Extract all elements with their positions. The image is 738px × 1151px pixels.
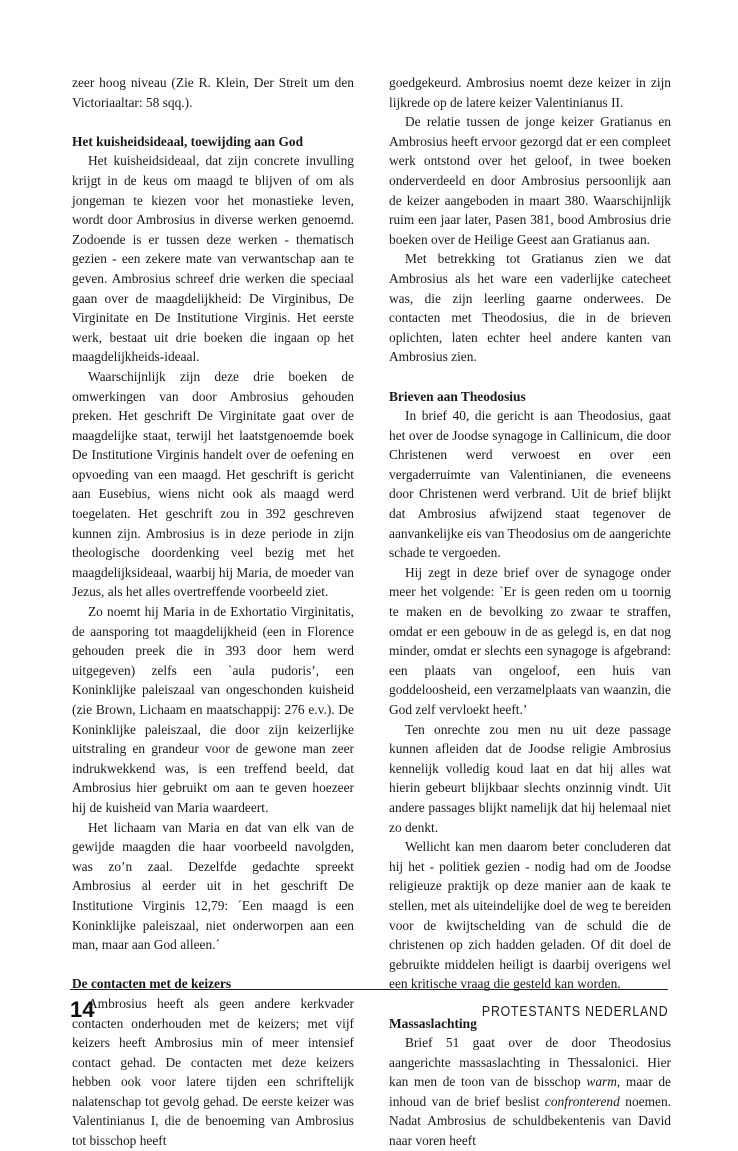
section-heading-massaslachting: Massaslachting: [389, 1015, 477, 1031]
paragraph: [389, 1033, 671, 1151]
section-heading-contacten: De contacten met de keizers: [72, 976, 232, 992]
text-run: Brief 51 gaat over de door Theodosius aangerichte massaslachting in Thessalonici. Hier kan men de toon van de bisschop: [389, 1035, 671, 1090]
paragraph: Het lichaam van Maria en dat van elk van de gewijde maagden die haar voorbeeld navolgden, was zo’n zaal. Dezelfde gedachte spreekt Ambrosius al eerder uit in het geschrift De Institutione Virginis 12,79: ´Een maagd is een Koninklijke paleiszaal, niet onderworpen aan een man, maar aan God alleen.´: [72, 819, 354, 953]
text-run: , maar de inhoud van de brief beslist: [389, 1074, 671, 1109]
intro-paragraph: zeer hoog niveau (Zie R. Klein, Der Streit um den Victoriaaltar: 58 sqq.).: [72, 75, 354, 110]
paragraph: Wellicht kan men daarom beter concluderen dat hij het - politiek gezien - nodig had om de Joodse religieuze praktijk op deze manier aan de kaak te stellen, met als uiteindelijke doel de weg te bereiden voor de kwijtschelding van de schuld die de christenen op zich hadden geladen. Of dit doel de gebruikte middelen heiligt is daarbij overigens wel een kritische vraag die gesteld kan worden.: [389, 839, 671, 992]
paragraph: De relatie tussen de jonge keizer Gratianus en Ambrosius heeft ervoor gezorgd dat er een compleet werk ontstond over het geloof, in twee boeken onderverdeeld en door Ambrosius persoonlijk aan de keizer aangeboden in maart 380. Waarschijnlijk ruim een jaar later, Pasen 381, bood Ambrosius drie boeken over de Heilige Geest aan Gratianus aan.: [389, 114, 671, 247]
page-number: 14: [70, 997, 95, 1022]
publication-title: PROTESTANTS NEDERLAND: [481, 1003, 668, 1020]
paragraph: In brief 40, die gericht is aan Theodosius, gaat het over de Joodse synagoge in Callinicum, die door Christenen werd verwoest en over een vergaderruimte van Valentinianen, die eveneens door Christenen werd verbrand. Uit de brief blijkt dat Ambrosius afwijzend staat tegenover de aanvankelijke eis van Theodosius om de aangerichte schade te vergoeden.: [389, 408, 671, 561]
continued-paragraph: goedgekeurd. Ambrosius noemt deze keizer in zijn lijkrede op de latere keizer Valentinianus II.: [389, 75, 671, 110]
paragraph: Ambrosius heeft als geen andere kerkvader contacten onderhouden met de keizers; met vijf keizers heeft Ambrosius min of meer intensief contact gehad. De contacten met deze keizers hebben ook voor latere tijden een schriftelijk nalatenschap tot gevolg gehad. De eerste keizer was Valentinianus I, die de benoeming van Ambrosius tot bisschop heeft: [72, 995, 354, 1149]
paragraph: Zo noemt hij Maria in de Exhortatio Virginitatis, de aansporing tot maagdelijkheid (een in Florence gehouden preek die in 393 door hem werd uitgegeven) zelfs een `aula pudoris’, een Koninklijke paleiszaal van ongeschonden kuisheid (zie Brown, Lichaam en maatschappij: 276 e.v.). De Koninklijke paleiszaal, die door zijn keizerlijke uitstraling en grandeur voor de gewone man zeer indrukwekkend was, is een treffend beeld, dat Ambrosius hier gebruikt om aan te geven hoezeer hij de kuisheid van Maria waardeert.: [72, 604, 354, 815]
emphasis-confronterend: confronterend: [544, 1093, 620, 1109]
paragraph: Ten onrechte zou men nu uit deze passage kunnen afleiden dat de Joodse religie Ambrosius kennelijk volledig koud laat en dat hij alles wat hierin gebeurt blijkbaar slechts onzinnig vindt. Uit andere passages blijkt namelijk dat hij helemaal niet zo denkt.: [389, 721, 671, 835]
paragraph: Waarschijnlijk zijn deze drie boeken de omwerkingen van door Ambrosius gehouden preken. Het geschrift De Virginitate gaat over de maagdelijke staat, terwijl het laatstgenoemde boek De Institutione Virginis handelt over de oefening en opvoeding van een maagd. Het geschrift is gericht aan Eusebius, wiens nicht ook als maagd werd toegelaten. Het geschrift zou in 392 geschreven kunnen zijn. Ambrosius is in deze periode in zijn theologische doordenking veel bezig met het maagdelijksideaal, waarbij hij Maria, de moeder van Jezus, als het alles overtreffende voorbeeld ziet.: [72, 368, 354, 600]
footer-rule: [70, 989, 668, 990]
section-heading-kuisheidsideaal: Het kuisheidsideaal, toewijding aan God: [72, 133, 304, 149]
paragraph: Met betrekking tot Gratianus zien we dat Ambrosius als het ware een vaderlijke catecheet was, die zijn leerling gaarne onderwees. De contacten met Theodosius, die in de brieven oplichten, laten echter heel andere kanten van Ambrosius zien.: [389, 251, 671, 365]
emphasis-warm: warm: [586, 1074, 617, 1090]
paragraph: Hij zegt in deze brief over de synagoge onder meer het volgende: `Er is geen reden om u toornig te maken en de bevolking zo zwaar te straffen, omdat er een gebouw in de as gelegd is, en dat nog minder, omdat er slechts een synagoge is afgebrand: een plaats van ongeloof, een huis van goddeloosheid, een verzamelplaats van waanzin, die God zelf vervloekt heeft.’: [389, 564, 671, 717]
paragraph: Het kuisheidsideaal, dat zijn concrete invulling krijgt in de keus om maagd te blijven of om als jongeman te kiezen voor het monastieke leven, wordt door Ambrosius in diverse werken genoemd. Zodoende is er tussen deze werken - thematisch gezien - een zekere mate van verwantschap aan te geven. Ambrosius schreef drie werken die speciaal gaan over de maagdelijkheid: De Virginibus, De Virginitate en De Institutione Virginis. Het eerste werk, bestaat uit drie boeken die ingaan op het maagdelijkheids-ideaal.: [72, 153, 354, 365]
section-heading-brieven: Brieven aan Theodosius: [389, 388, 526, 404]
text-run: noemen. Nadat Ambrosius de schuldbekentenis van David naar voren heeft: [389, 1093, 671, 1149]
